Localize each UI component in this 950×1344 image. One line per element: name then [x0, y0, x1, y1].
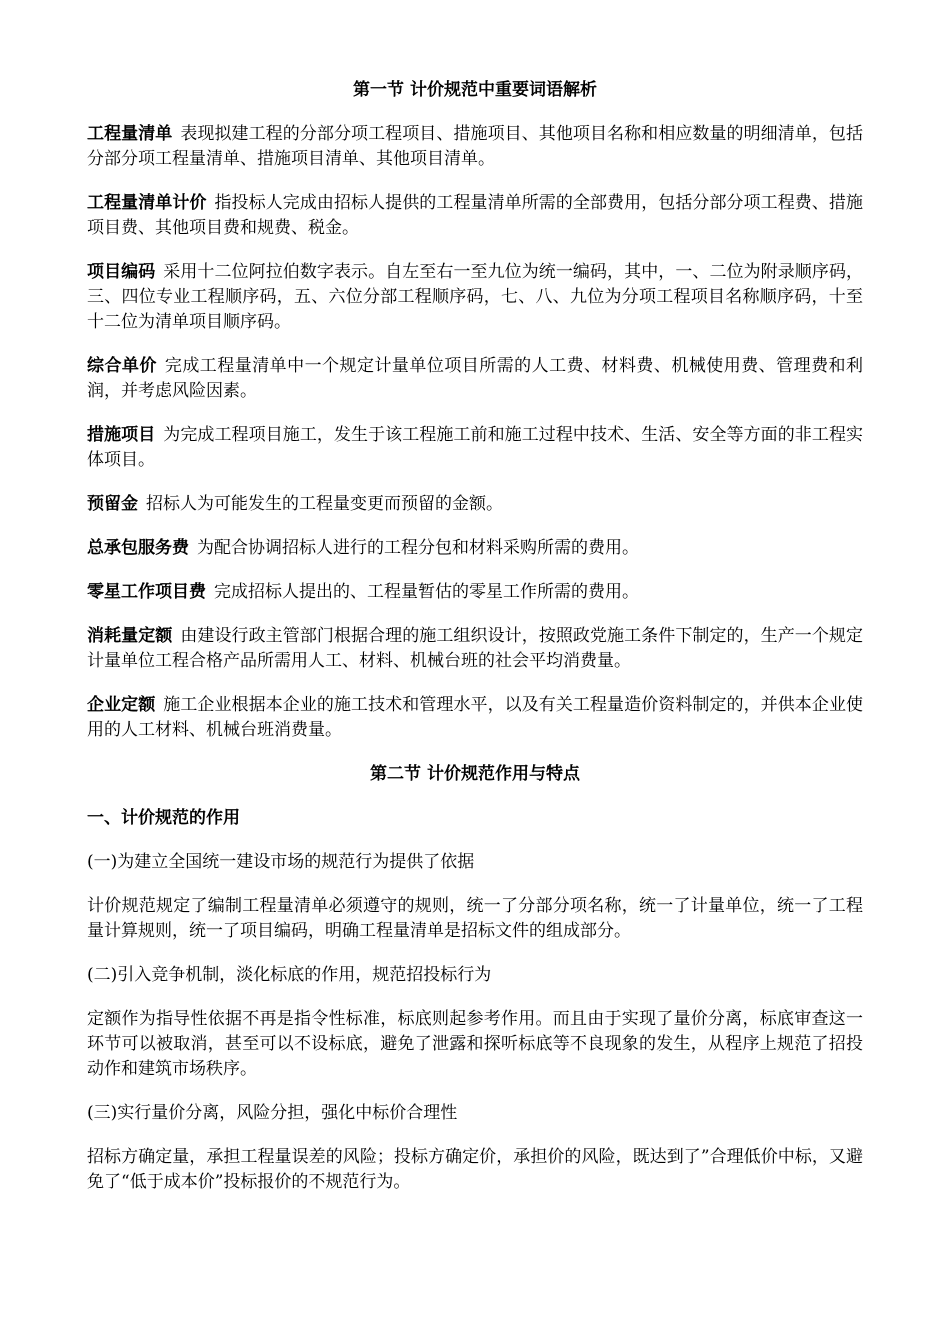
term-definition: 为配合协调招标人进行的工程分包和材料采购所需的费用。	[197, 538, 639, 558]
term-entry	[87, 536, 863, 561]
term-entry	[87, 580, 863, 605]
term-definition: 为完成工程项目施工，发生于该工程施工前和施工过程中技术、生活、安全等方面的非工程实体项目。	[87, 425, 864, 470]
term-entry	[87, 122, 863, 172]
term-entry	[87, 260, 863, 335]
term-entry	[87, 354, 863, 404]
term-definition: 表现拟建工程的分部分项工程项目、措施项目、其他项目名称和相应数量的明细清单，包括分部分项工程量清单、措施项目清单、其他项目清单。	[87, 124, 864, 169]
term-entry	[87, 624, 863, 674]
term-name: 总承包服务费	[87, 538, 189, 558]
term-name: 工程量清单	[87, 124, 173, 144]
term-name: 预留金	[87, 494, 138, 514]
term-entry	[87, 191, 863, 241]
term-definition: 采用十二位阿拉伯数字表示。自左至右一至九位为统一编码，其中，一、二位为附录顺序码，三、四位专业工程顺序码，五、六位分部工程顺序码，七、八、九位为分项工程项目名称顺序码，十至十二位为清单项目顺序码。	[87, 262, 864, 332]
term-name: 工程量清单计价	[87, 193, 207, 213]
item-subheading: (一)为建立全国统一建设市场的规范行为提供了依据	[87, 852, 475, 872]
item-subheading: (二)引入竞争机制，淡化标底的作用，规范招投标行为	[87, 965, 492, 985]
subsection-heading: 一、计价规范的作用	[87, 808, 240, 828]
term-entry	[87, 423, 863, 473]
section-1-title: 第一节 计价规范中重要词语解析	[353, 80, 597, 100]
term-entry	[87, 492, 863, 517]
term-definition: 指投标人完成由招标人提供的工程量清单所需的全部费用，包括分部分项工程费、措施项目费、其他项目费和规费、税金。	[87, 193, 864, 238]
term-name: 消耗量定额	[87, 626, 173, 646]
term-name: 措施项目	[87, 425, 156, 445]
item-paragraph: 招标方确定量，承担工程量误差的风险；投标方确定价，承担价的风险，既达到了”合理低价中标，又避免了“低于成本价”投标报价的不规范行为。	[87, 1147, 863, 1192]
term-definition: 完成工程量清单中一个规定计量单位项目所需的人工费、材料费、机械使用费、管理费和利润，并考虑风险因素。	[87, 356, 864, 401]
term-definition: 招标人为可能发生的工程量变更而预留的金额。	[146, 494, 503, 514]
term-entry	[87, 693, 863, 743]
term-definition: 由建设行政主管部门根据合理的施工组织设计，按照政党施工条件下制定的，生产一个规定计量单位工程合格产品所需用人工、材料、机械台班的社会平均消费量。	[87, 626, 864, 671]
item-paragraph: 计价规范规定了编制工程量清单必须遵守的规则，统一了分部分项名称，统一了计量单位，统一了工程量计算规则，统一了项目编码，明确工程量清单是招标文件的组成部分。	[87, 896, 863, 941]
term-name: 综合单价	[87, 356, 157, 376]
item-subheading: (三)实行量价分离，风险分担，强化中标价合理性	[87, 1103, 458, 1123]
term-definition: 施工企业根据本企业的施工技术和管理水平，以及有关工程量造价资料制定的，并供本企业使用的人工材料、机械台班消费量。	[87, 695, 864, 740]
term-name: 零星工作项目费	[87, 582, 206, 602]
document-page	[87, 78, 863, 1214]
term-name: 项目编码	[87, 262, 156, 282]
term-definition: 完成招标人提出的、工程量暂估的零星工作所需的费用。	[214, 582, 639, 602]
item-paragraph: 定额作为指导性依据不再是指令性标准，标底则起参考作用。而且由于实现了量价分离，标底审查这一环节可以被取消，甚至可以不设标底，避免了泄露和探听标底等不良现象的发生，从程序上规范了招投动作和建筑市场秩序。	[87, 1009, 863, 1079]
term-name: 企业定额	[87, 695, 156, 715]
section-2-title: 第二节 计价规范作用与特点	[370, 764, 580, 784]
